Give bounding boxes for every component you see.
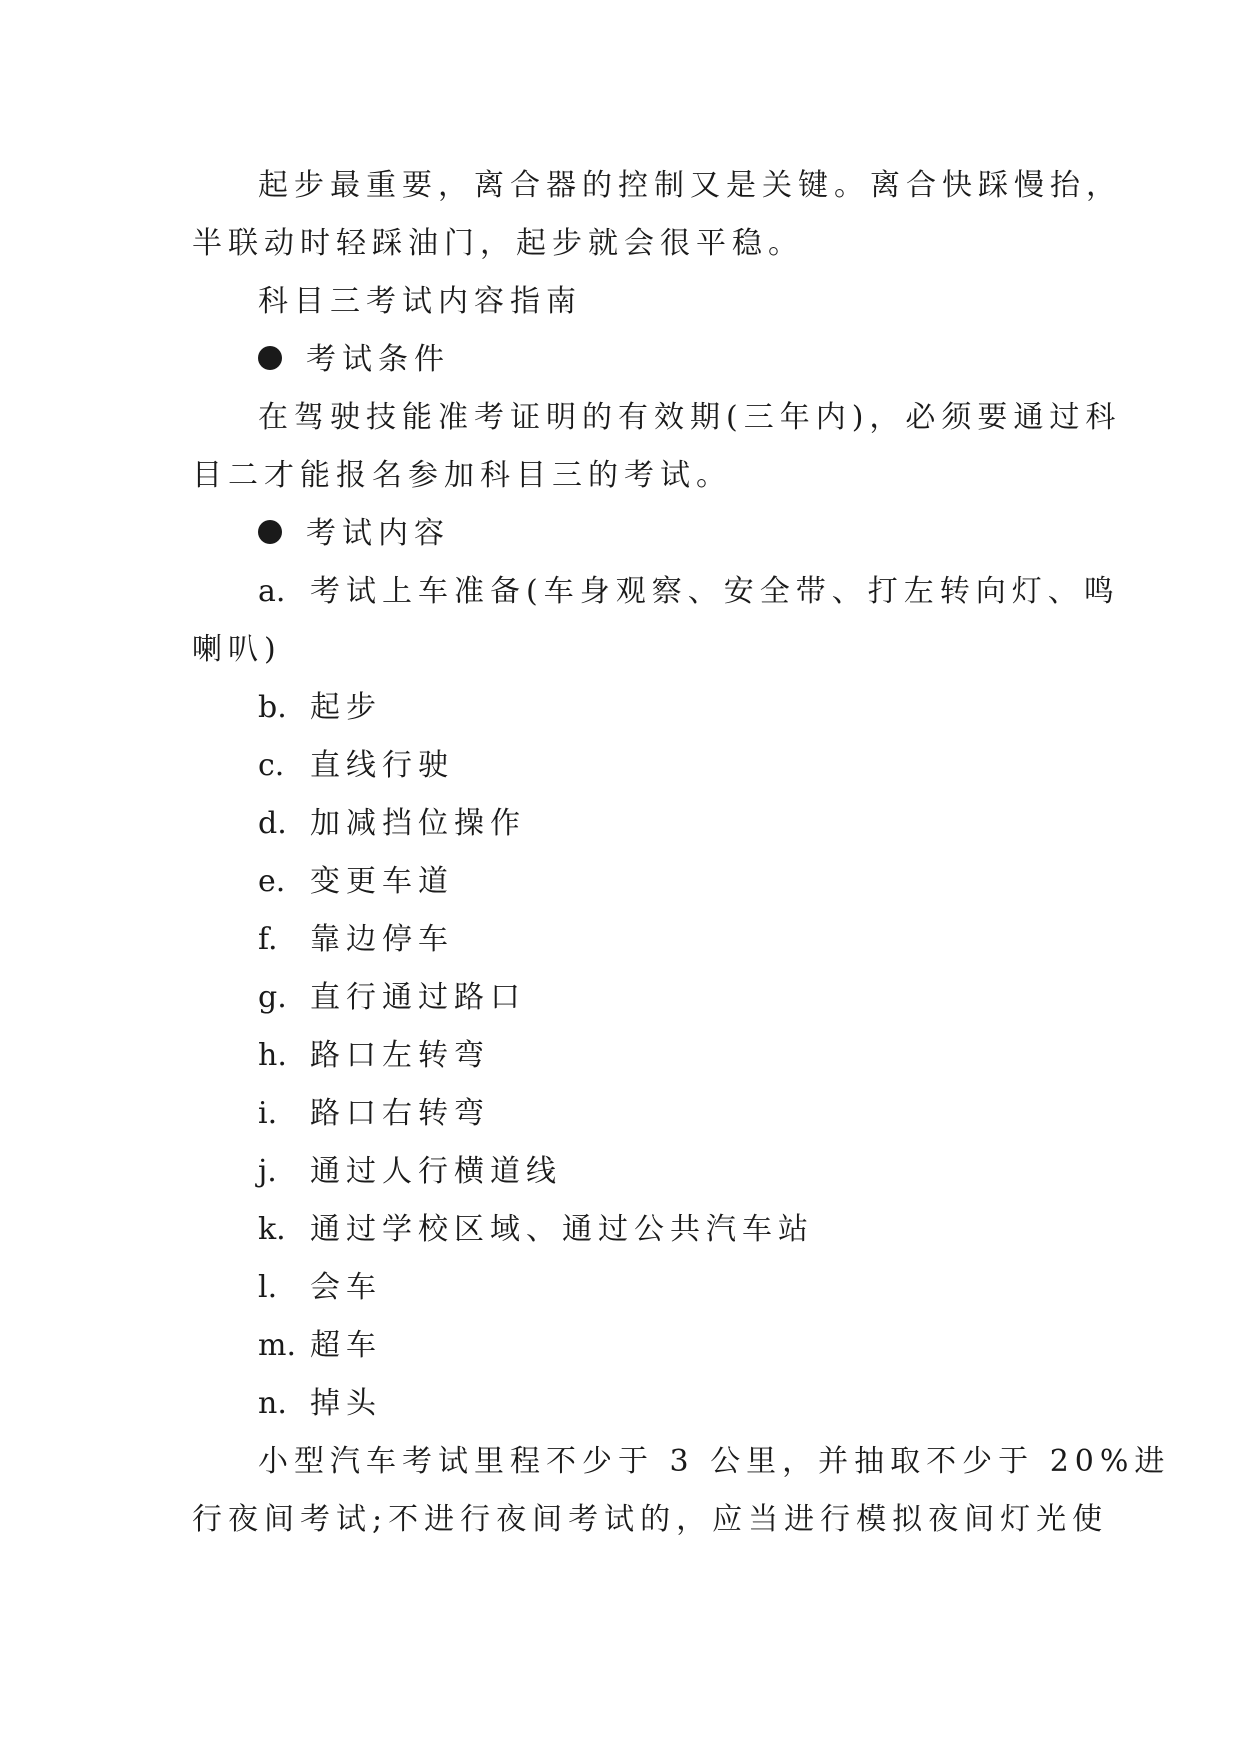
conditions-heading bbox=[258, 340, 450, 380]
list-item-marker: h. bbox=[258, 1038, 287, 1073]
list-item bbox=[258, 688, 382, 728]
list-item bbox=[258, 1152, 562, 1192]
list-item-text: 加减挡位操作 bbox=[310, 806, 526, 841]
list-item bbox=[258, 1210, 814, 1250]
list-item bbox=[258, 862, 454, 902]
list-item bbox=[258, 978, 526, 1018]
list-item bbox=[258, 1384, 382, 1424]
list-item-text: 起步 bbox=[310, 690, 382, 725]
list-item bbox=[258, 1326, 382, 1366]
list-item-marker: e. bbox=[258, 864, 286, 899]
list-item-marker: a. bbox=[258, 574, 286, 609]
conditions-line-1: 在驾驶技能准考证明的有效期(三年内)，必须要通过科 bbox=[258, 400, 1122, 435]
list-item-text: 掉头 bbox=[310, 1386, 382, 1421]
content-heading-text: 考试内容 bbox=[306, 516, 450, 551]
list-item-marker: l. bbox=[258, 1270, 278, 1305]
conditions-line-2: 目二才能报名参加科目三的考试。 bbox=[192, 458, 732, 493]
list-item-marker: i. bbox=[258, 1096, 278, 1131]
intro-line-2: 半联动时轻踩油门，起步就会很平稳。 bbox=[192, 226, 804, 261]
list-item-text: 直行通过路口 bbox=[310, 980, 526, 1015]
list-item-marker: n. bbox=[258, 1386, 287, 1421]
intro-line-1: 起步最重要，离合器的控制又是关键。离合快踩慢抬， bbox=[258, 168, 1122, 203]
closing-line-2: 行夜间考试;不进行夜间考试的，应当进行模拟夜间灯光使 bbox=[192, 1502, 1109, 1537]
list-item bbox=[258, 804, 526, 844]
list-item-marker: j. bbox=[258, 1154, 277, 1189]
list-item bbox=[258, 1036, 490, 1076]
content-heading bbox=[258, 514, 450, 554]
conditions-heading-text: 考试条件 bbox=[306, 342, 450, 377]
list-item bbox=[258, 1094, 490, 1134]
list-item bbox=[258, 920, 454, 960]
list-item-marker: d. bbox=[258, 806, 287, 841]
list-item-text: 会车 bbox=[310, 1270, 382, 1305]
list-item-text: 路口右转弯 bbox=[310, 1096, 490, 1131]
bullet-icon bbox=[258, 346, 282, 370]
list-item-text: 直线行驶 bbox=[310, 748, 454, 783]
list-item-marker: c. bbox=[258, 748, 285, 783]
list-item-text: 靠边停车 bbox=[310, 922, 454, 957]
list-item bbox=[258, 572, 1120, 612]
list-item-text: 超车 bbox=[310, 1328, 382, 1363]
section-title: 科目三考试内容指南 bbox=[258, 284, 582, 319]
list-item-text: 变更车道 bbox=[310, 864, 454, 899]
list-item bbox=[258, 1268, 382, 1308]
closing-line-1: 小型汽车考试里程不少于 3 公里，并抽取不少于 20%进 bbox=[258, 1444, 1171, 1479]
list-item-text: 通过人行横道线 bbox=[310, 1154, 562, 1189]
list-item-marker: m. bbox=[258, 1328, 296, 1363]
bullet-icon bbox=[258, 520, 282, 544]
list-item bbox=[258, 746, 454, 786]
list-item-text: 路口左转弯 bbox=[310, 1038, 490, 1073]
list-item-marker: k. bbox=[258, 1212, 286, 1247]
list-item-continuation: 喇叭) bbox=[192, 632, 282, 667]
list-item-marker: f. bbox=[258, 922, 278, 957]
list-item-text: 通过学校区域、通过公共汽车站 bbox=[310, 1212, 814, 1247]
list-item-marker: b. bbox=[258, 690, 287, 725]
list-item-text: 考试上车准备(车身观察、安全带、打左转向灯、鸣 bbox=[310, 574, 1120, 609]
list-item-marker: g. bbox=[258, 980, 287, 1015]
